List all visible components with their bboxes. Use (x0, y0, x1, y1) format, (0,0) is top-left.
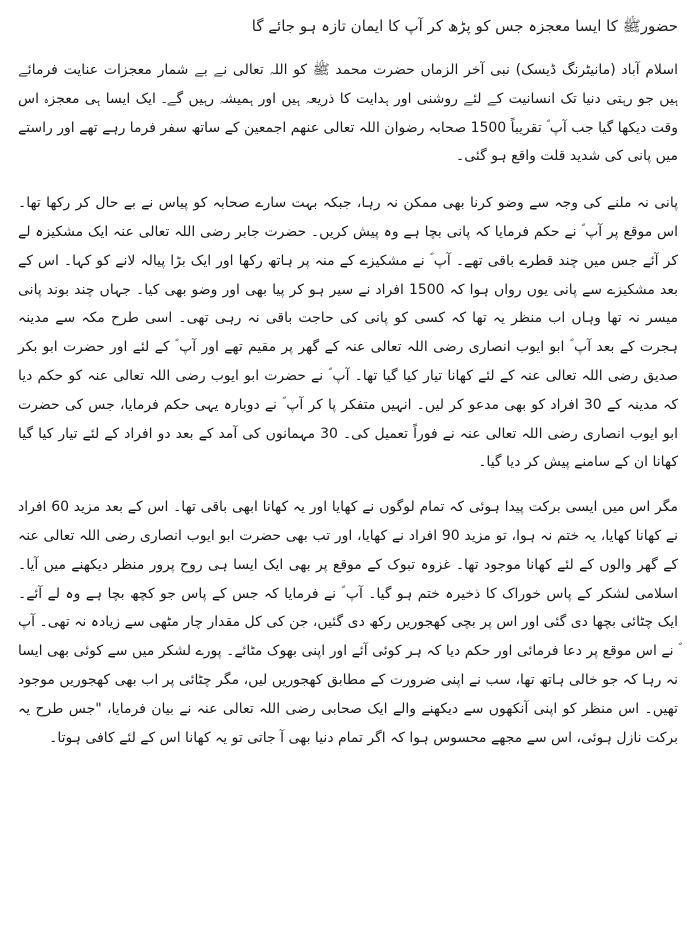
article-headline: حضورﷺ کا ایسا معجزہ جس کو پڑھ کر آپ کا ایمان تازہ ہو جائے گا (251, 17, 678, 35)
article-paragraph-3: مگر اس میں ایسی برکت پیدا ہوئی کہ تمام لوگوں نے کھایا اور یہ کھانا ابھی باقی تھا۔ اس کے بعد مزید 60 افراد نے کھانا کھایا، یہ ختم نہ ہوا، تو مزید 90 افراد نے کھایا، اور تب بھی حضرت ابو ایوب انصاری رضی اللہ تعالی عنہ کے گھر والوں کے لئے کھانا موجود تھا۔ غزوہ تبوک کے موقع پر بھی ایک ایسا ہی روح پرور منظر دیکھنے میں آیا۔ اسلامی لشکر کے پاس خوراک کا ذخیرہ ختم ہو گیا۔ آپ ؐ نے فرمایا کہ جس کے پاس جو کچھ بچا ہے وہ لے آئے۔ ایک چٹائی بچھا دی گئی اور اس پر بچی کھجوریں رکھ دی گئیں، جن کی کل مقدار چار مٹھی سے زیادہ نہ تھی۔ آپ ؐ نے اس موقع پر دعا فرمائی اور حکم دیا کہ ہر کوئی آئے اور اپنی بھوک مٹائے۔ پورے لشکر میں سے کوئی بھی ایسا نہ رہا کہ جو خالی ہاتھ تھا، سب نے اپنی ضرورت کے مطابق کھجوریں لیں، مگر چٹائی پر اب بھی کھجوریں موجود تھیں۔ اس منظر کو اپنی آنکھوں سے دیکھنے والے ایک صحابی رضی اللہ تعالی عنہ نے بیان فرمایا، "جس طرح یہ برکت نازل ہوئی، اس سے مجھے محسوس ہوا کہ اگر تمام دنیا بھی آ جاتی تو یہ کھانا اس کے لئے کافی ہوتا۔ (18, 499, 678, 746)
article-paragraph-1: اسلام آباد (مانیٹرنگ ڈیسک) نبی آخر الزماں حضرت محمد ﷺ کو اللہ تعالی نے بے شمار معجزات عنایت فرمائے ہیں جو رہتی دنیا تک انسانیت کے لئے روشنی اور ہدایت کا ذریعہ ہیں اور ہمیشہ رہیں گے۔ ایک ایسا ہی معجزہ اس وقت دیکھا گیا جب آپ ؐ تقریباً 1500 صحابہ رضوان اللہ تعالی عنھم اجمعین کے ساتھ سفر فرما رہے تھے اور راستے میں پانی کی شدید قلت واقع ہو گئی۔ (18, 62, 679, 165)
article-paragraph-2: پانی نہ ملنے کی وجہ سے وضو کرنا بھی ممکن نہ رہا، جبکہ بہت سارے صحابہ کو پیاس نے بے حال کر رکھا تھا۔ اس موقع پر آپ ؐ نے حکم فرمایا کہ پانی بچا ہے وہ پیش کریں۔ حضرت جابر رضی اللہ تعالی عنہ ایک مشکیزہ لے کر آئے جس میں چند قطرے باقی تھے۔ آپ ؐ نے مشکیزے کے منہ پر ہاتھ رکھا اور ایک بڑا پیالہ لانے کو کہا۔ اس کے بعد مشکیزے سے پانی یوں رواں ہوا کہ 1500 افراد نے سیر ہو کر پیا بھی اور وضو بھی کیا۔ جہاں چند بوند پانی میسر نہ تھا وہاں اب منظر یہ تھا کہ کسی کو پانی کی حاجت باقی نہ رہی تھی۔ اسی طرح مکہ سے مدینہ ہجرت کے بعد آپ ؐ ابو ایوب انصاری رضی اللہ تعالی عنہ کے گھر پر مقیم تھے اور آپ ؐ کے لئے اور حضرت ابو بکر صدیق رضی اللہ تعالی عنہ کے لئے کھانا تیار کیا گیا تھا۔ آپ ؐ نے حضرت ابو ایوب رضی اللہ تعالی عنہ کو حکم دیا کہ مدینہ کے 30 افراد کو بھی مدعو کر لیں۔ انہیں متفکر پا کر آپ ؐ نے دوبارہ یہی حکم فرمایا، جس کی حضرت ابو ایوب انصاری رضی اللہ تعالی عنہ نے فوراً تعمیل کی۔ 30 مہمانوں کی آمد کے بعد دو افراد کے لئے تیار کیا گیا کھانا ان کے سامنے پیش کر دیا گیا۔ (18, 195, 678, 471)
